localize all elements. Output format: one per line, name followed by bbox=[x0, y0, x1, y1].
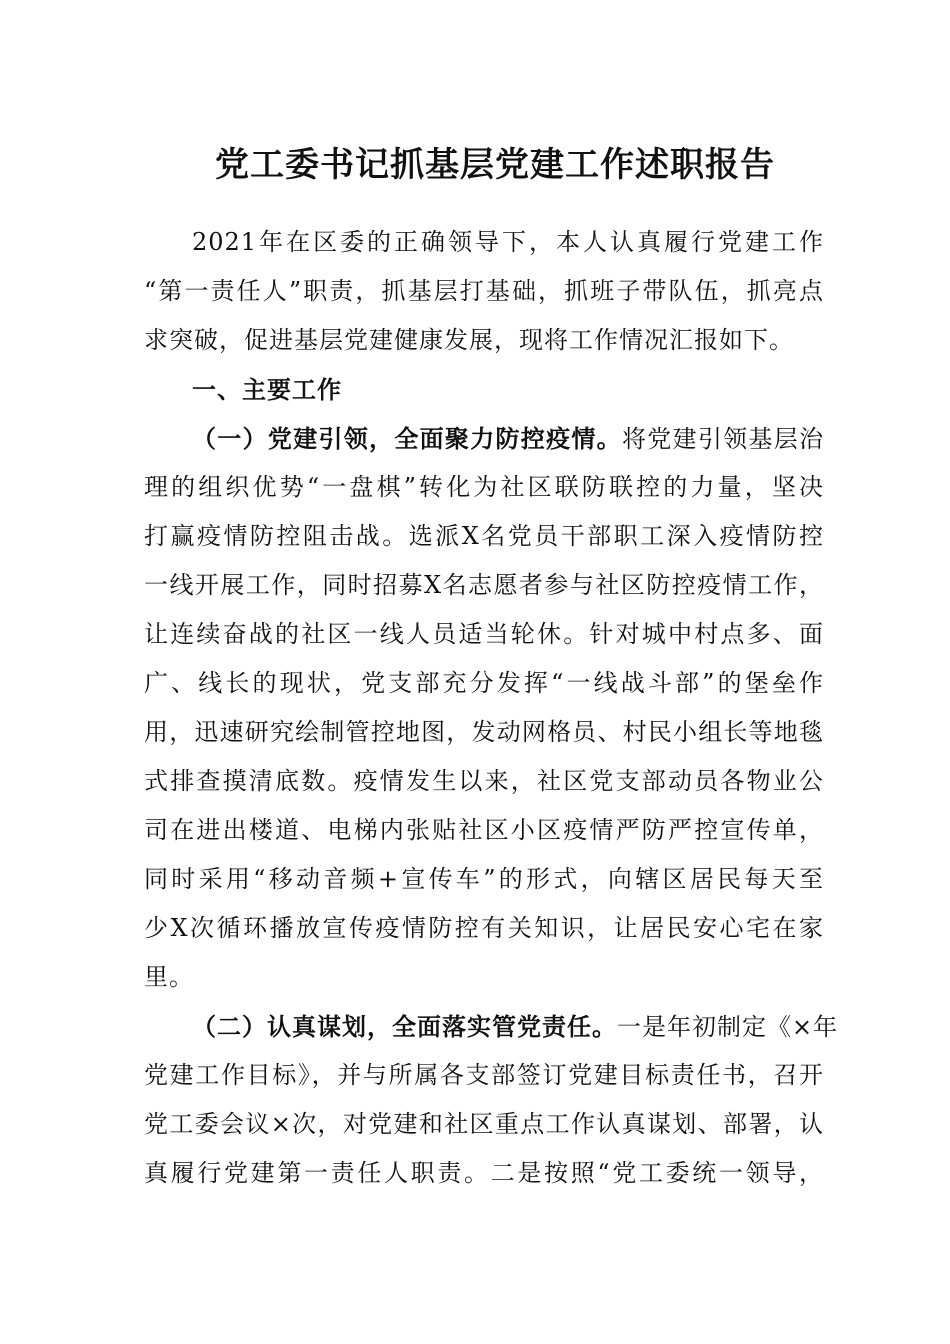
line-text: 党建工作目标》，并与所属各支部签订党建目标责任书，召开 bbox=[144, 1061, 824, 1089]
text-line bbox=[144, 757, 824, 806]
subsection-heading: （二）认真谋划，全面落实管党责任。 bbox=[192, 1012, 617, 1041]
line-text: 式排查摸清底数。疫情发生以来，社区党支部动员各物业公 bbox=[144, 767, 824, 795]
line-text: 2021年在区委的正确领导下，本人认真履行党建工作 bbox=[192, 228, 824, 256]
text-line bbox=[144, 1002, 839, 1051]
line-text: “第一责任人”职责，抓基层打基础，抓班子带队伍，抓亮点 bbox=[144, 277, 824, 305]
line-text: 里。 bbox=[144, 963, 194, 991]
line-text: 将党建引领基层治 bbox=[621, 425, 825, 453]
line-text: 同时采用“移动音频+宣传车”的形式，向辖区居民每天至 bbox=[144, 865, 824, 893]
text-line bbox=[144, 1051, 824, 1100]
text-line bbox=[144, 414, 824, 463]
document-body bbox=[144, 218, 839, 1198]
line-text: 打赢疫情防控阻击战。选派X名党员干部职工深入疫情防控 bbox=[144, 522, 824, 550]
line-text: 理的组织优势“一盘棋”转化为社区联防联控的力量，坚决 bbox=[144, 473, 824, 501]
line-text: 党工委会议×次，对党建和社区重点工作认真谋划、部署，认 bbox=[144, 1110, 824, 1138]
text-line bbox=[144, 561, 824, 610]
line-text: 少X次循环播放宣传疫情防控有关知识，让居民安心宅在家 bbox=[144, 914, 824, 942]
text-line bbox=[144, 855, 824, 904]
line-text: 一、主要工作 bbox=[192, 375, 342, 404]
text-line bbox=[144, 708, 824, 757]
text-line bbox=[144, 953, 824, 1002]
line-text: 一线开展工作，同时招募X名志愿者参与社区防控疫情工作， bbox=[144, 571, 824, 599]
text-line bbox=[144, 463, 824, 512]
line-text: 让连续奋战的社区一线人员适当轮休。针对城中村点多、面 bbox=[144, 620, 824, 648]
text-line bbox=[144, 904, 824, 953]
text-line bbox=[144, 806, 824, 855]
line-text: 用，迅速研究绘制管控地图，发动网格员、村民小组长等地毯 bbox=[144, 718, 824, 746]
text-line bbox=[144, 316, 824, 365]
text-line bbox=[144, 218, 824, 267]
section-heading bbox=[144, 365, 824, 414]
text-line bbox=[144, 659, 824, 708]
line-text: 求突破，促进基层党建健康发展，现将工作情况汇报如下。 bbox=[144, 326, 794, 354]
subsection-heading: （一）党建引领，全面聚力防控疫情。 bbox=[192, 424, 622, 453]
text-line bbox=[144, 1100, 824, 1149]
text-line bbox=[144, 1149, 824, 1198]
text-line bbox=[144, 512, 824, 561]
line-text: 一是年初制定《×年 bbox=[617, 1013, 839, 1041]
document-title: 党工委书记抓基层党建工作述职报告 bbox=[215, 145, 775, 185]
text-line bbox=[144, 610, 824, 659]
line-text: 广、线长的现状，党支部充分发挥“一线战斗部”的堡垒作 bbox=[144, 669, 824, 697]
line-text: 真履行党建第一责任人职责。二是按照“党工委统一领导， bbox=[144, 1159, 824, 1187]
line-text: 司在进出楼道、电梯内张贴社区小区疫情严防严控宣传单， bbox=[144, 816, 824, 844]
text-line bbox=[144, 267, 824, 316]
